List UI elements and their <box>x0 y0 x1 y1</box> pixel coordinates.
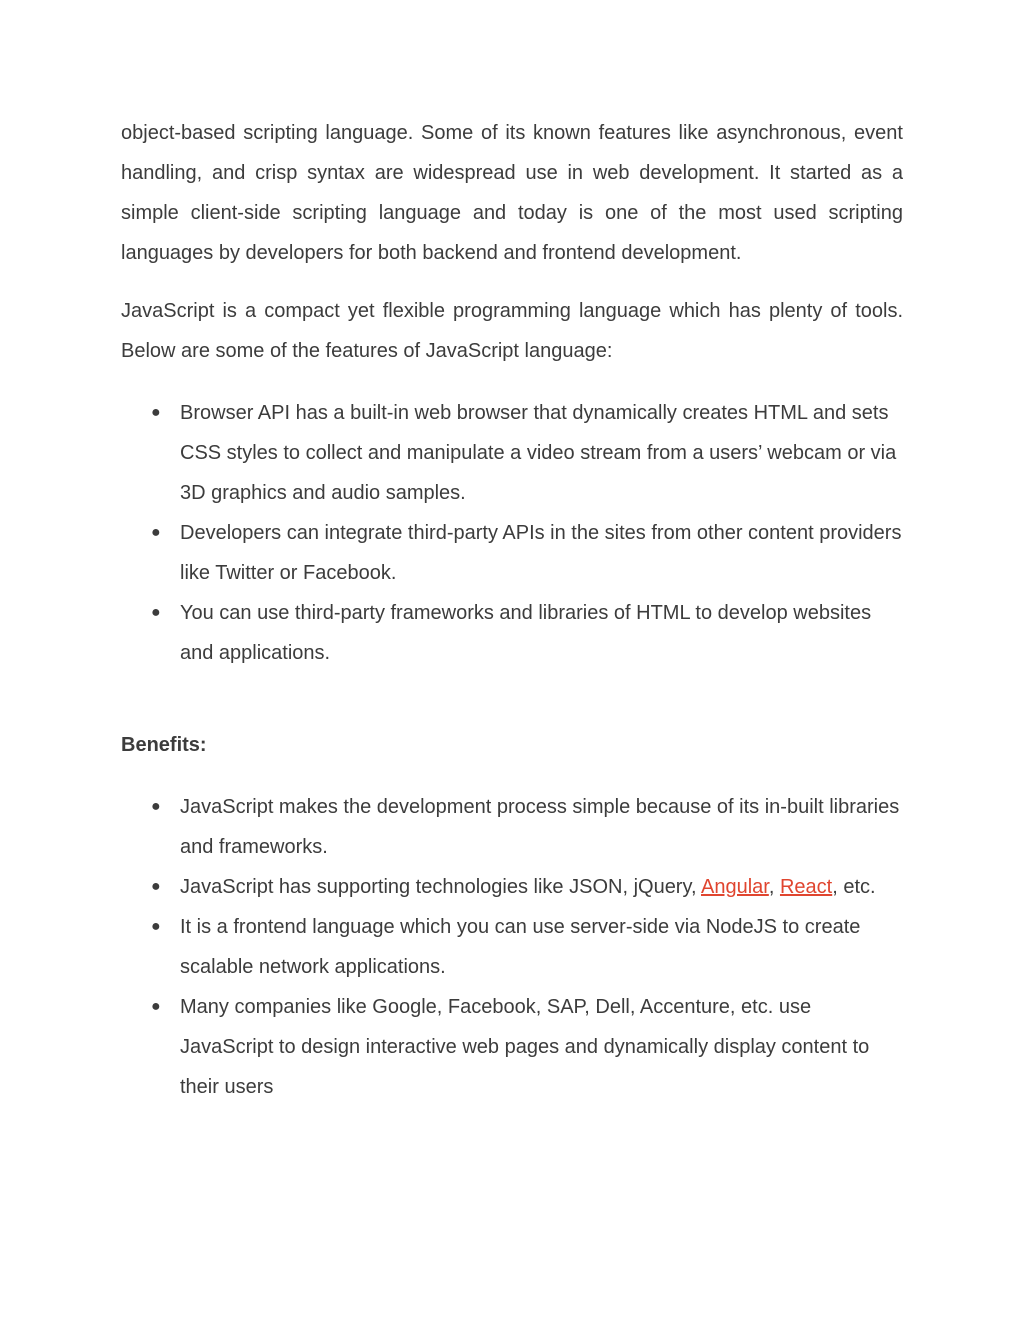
list-item <box>121 987 903 1107</box>
document-page <box>121 113 903 1107</box>
benefits-heading: Benefits: <box>121 734 207 756</box>
list-item <box>121 787 903 867</box>
list-item-text: JavaScript makes the development process simple because of its in-built libraries and frameworks. <box>180 796 900 858</box>
angular-link[interactable]: Angular <box>701 876 769 898</box>
bullet-icon: ● <box>151 798 161 815</box>
list-item <box>121 867 903 907</box>
list-item-text-prefix: JavaScript has supporting technologies like JSON, jQuery, <box>180 876 701 898</box>
list-item-text: Browser API has a built-in web browser that dynamically creates HTML and sets CSS styles to collect and manipulate a video stream from a users’ webcam or via 3D graphics and audio samples. <box>180 402 897 504</box>
bullet-icon: ● <box>151 878 161 895</box>
list-item-text: Developers can integrate third-party APIs in the sites from other content providers like Twitter or Facebook. <box>180 522 902 584</box>
bullet-icon: ● <box>151 998 161 1015</box>
list-item <box>121 593 903 673</box>
bullet-icon: ● <box>151 918 161 935</box>
list-item <box>121 513 903 593</box>
react-link[interactable]: React <box>779 876 833 898</box>
list-item-text-suffix: , etc. <box>832 876 876 898</box>
intro-paragraph-2: JavaScript is a compact yet flexible programming language which has plenty of tools. Below are some of the features of JavaScript language: <box>121 300 903 362</box>
bullet-icon: ● <box>151 604 161 621</box>
benefits-list <box>121 787 903 1107</box>
list-item-text <box>180 876 876 898</box>
list-item-text: Many companies like Google, Facebook, SAP, Dell, Accenture, etc. use JavaScript to design interactive web pages and dynamically display content to their users <box>180 996 870 1098</box>
list-item-text: You can use third-party frameworks and libraries of HTML to develop websites and applications. <box>180 602 872 664</box>
intro-paragraph-1: object-based scripting language. Some of its known features like asynchronous, event handling, and crisp syntax are widespread use in web development. It started as a simple client-side scripting language and today is one of the most used scripting languages by developers for both backend and frontend development. <box>121 122 903 264</box>
list-item <box>121 393 903 513</box>
link-separator: , <box>768 876 780 898</box>
bullet-icon: ● <box>151 404 161 421</box>
features-list <box>121 393 903 673</box>
list-item <box>121 907 903 987</box>
bullet-icon: ● <box>151 524 161 541</box>
list-item-text: It is a frontend language which you can use server-side via NodeJS to create scalable network applications. <box>180 916 861 978</box>
